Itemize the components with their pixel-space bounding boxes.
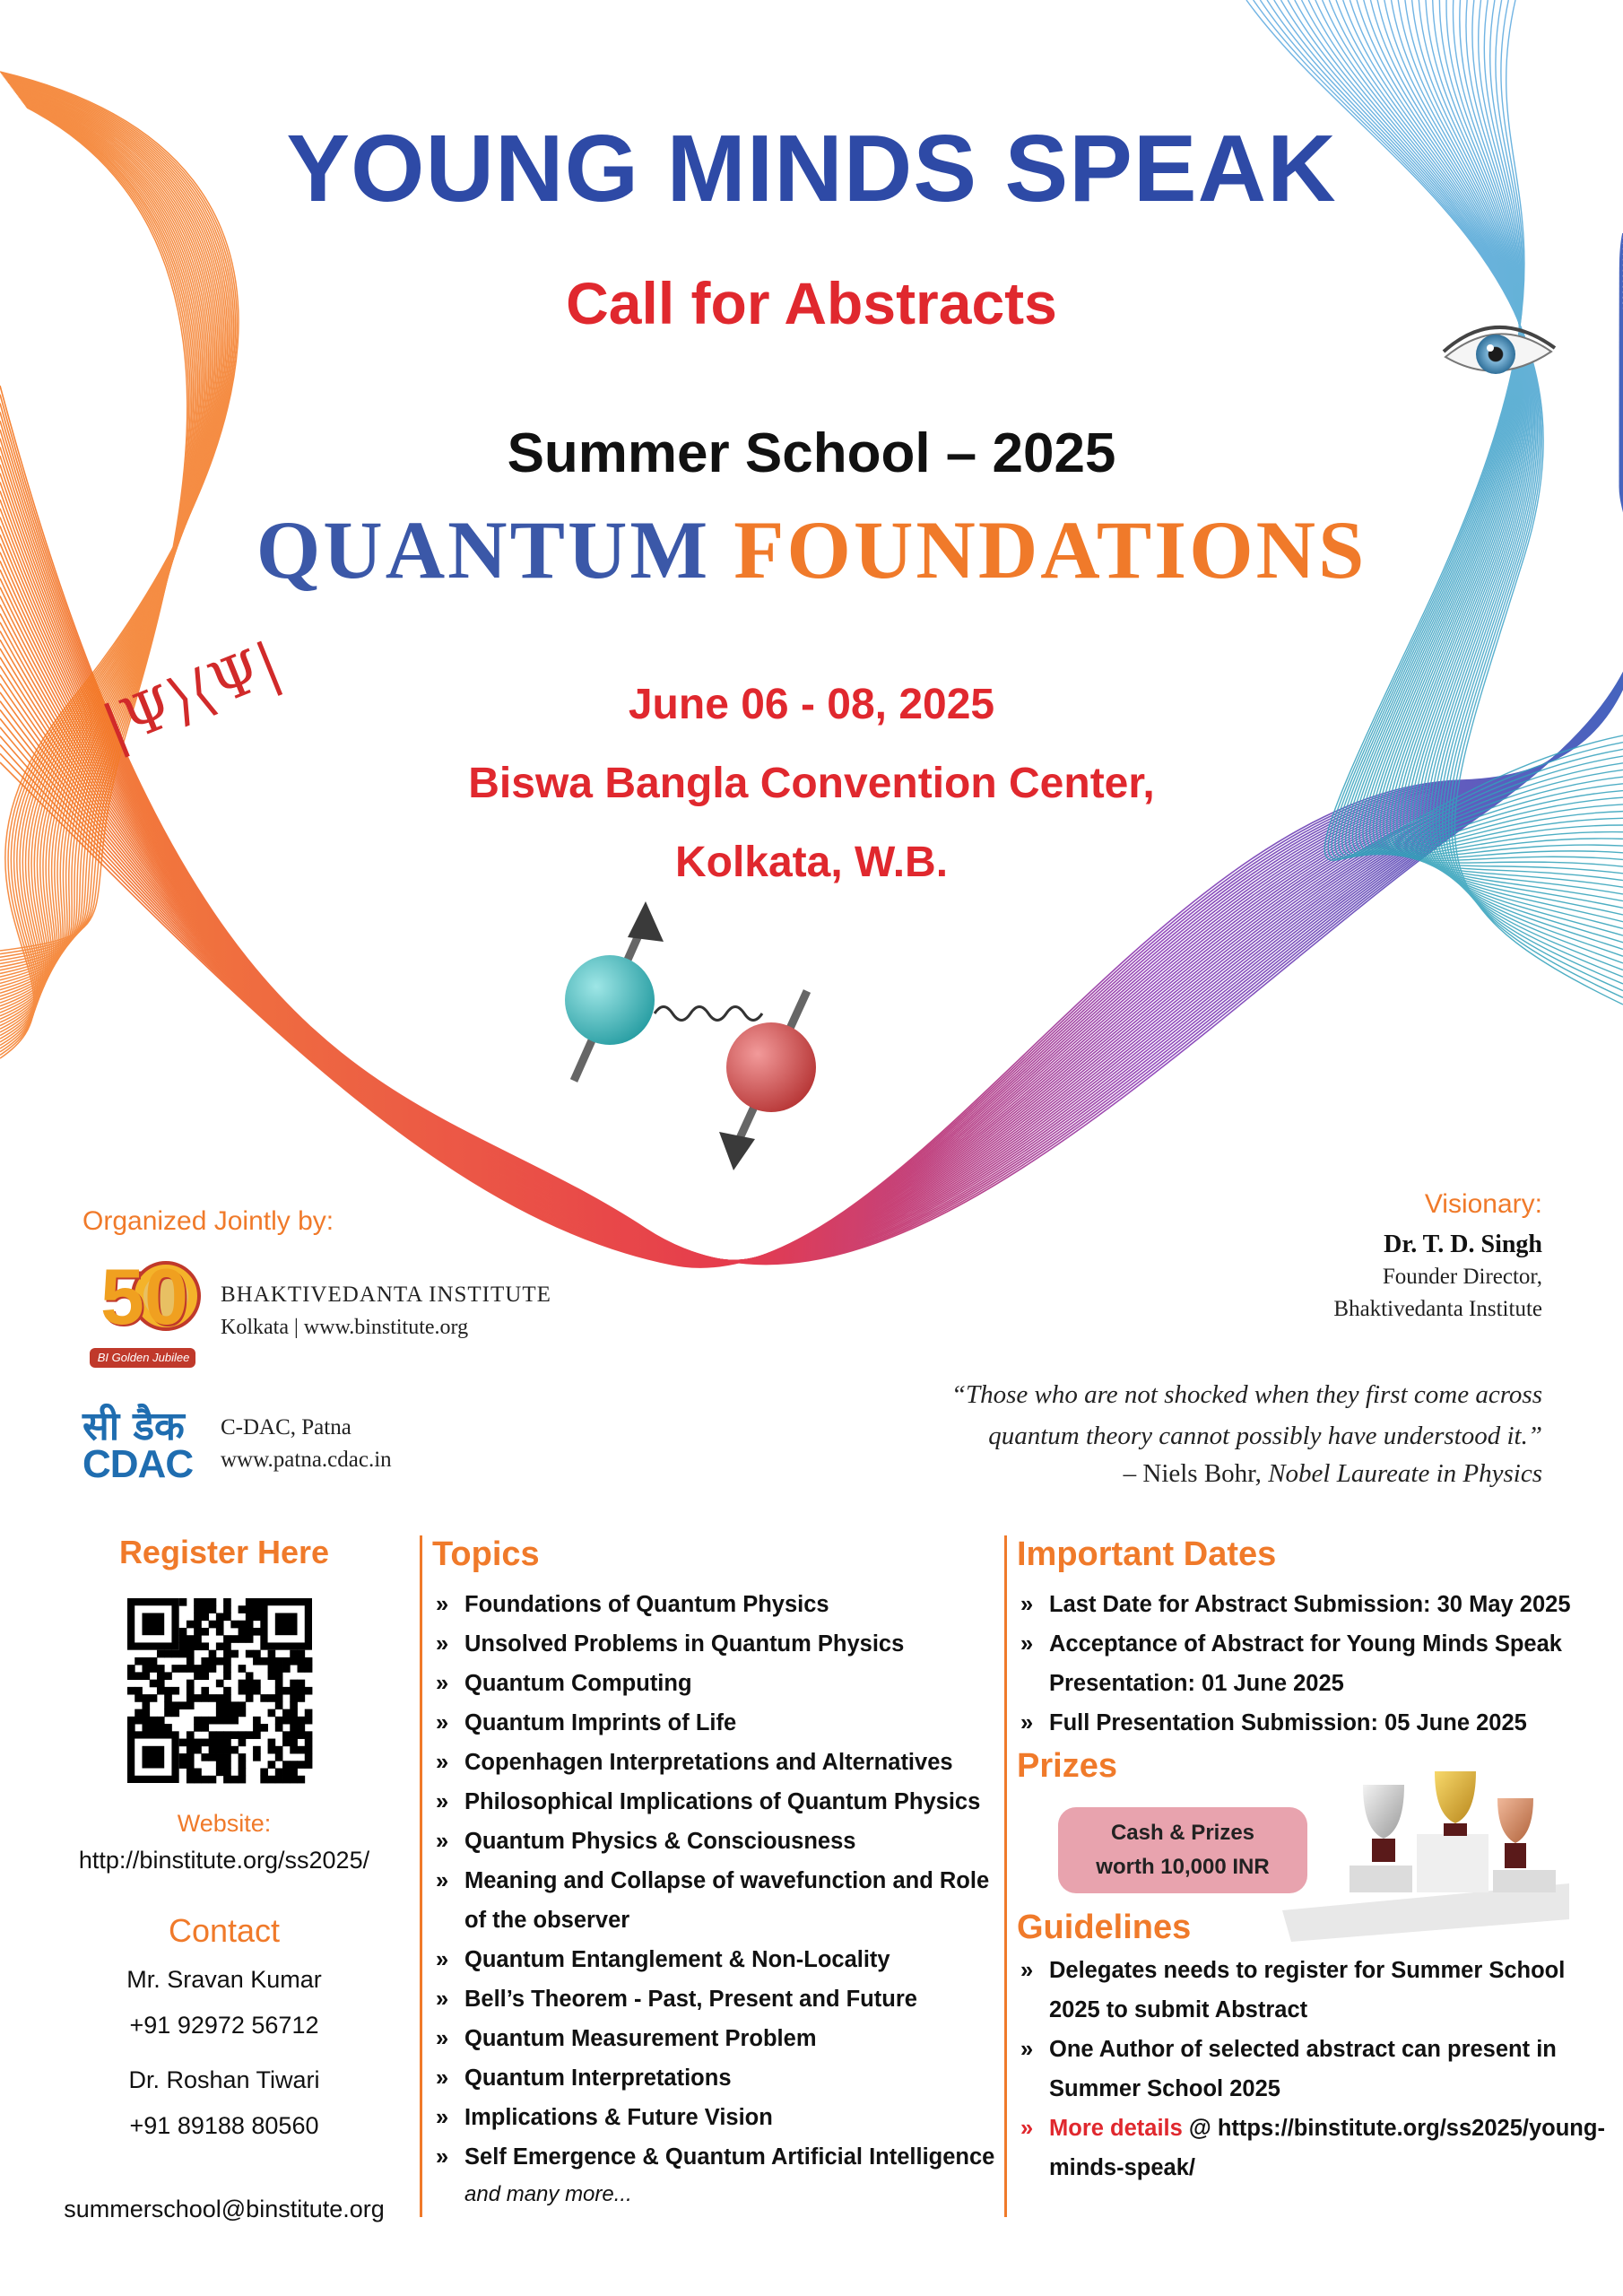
important-dates-section xyxy=(1017,1535,1609,1743)
wave-line xyxy=(0,363,1623,1260)
cdac-logo-hindi: सी डैक xyxy=(82,1404,185,1449)
quote-author: – Niels Bohr, xyxy=(1123,1459,1269,1488)
topic-item: » Bell’s Theorem - Past, Present and Future xyxy=(436,1987,917,2012)
guidelines-heading: Guidelines xyxy=(1017,1909,1192,1946)
theme-word-foundations: FOUNDATIONS xyxy=(733,504,1367,596)
topic-item: » Quantum Measurement Problem xyxy=(436,2026,817,2051)
wave-line xyxy=(0,239,1623,1266)
prizes-box xyxy=(1058,1807,1307,1893)
cdac-name: C-DAC, Patna xyxy=(221,1415,352,1439)
topic-item: » Quantum Entanglement & Non-Locality xyxy=(436,1947,890,1972)
topic-item: » Copenhagen Interpretations and Alternatives xyxy=(436,1750,953,1775)
register-contact-column xyxy=(36,1525,412,2223)
column-divider-left xyxy=(420,1535,422,2217)
qr-code-spacer[interactable] xyxy=(132,1602,317,1787)
topic-item: » Philosophical Implications of Quantum Physics xyxy=(436,1789,981,1814)
contact-person-2: Dr. Roshan Tiwari xyxy=(128,2066,320,2093)
website-label: Website: xyxy=(177,1810,272,1837)
register-heading: Register Here xyxy=(118,1534,330,1570)
event-dates: June 06 - 08, 2025 xyxy=(628,681,995,728)
guidelines-list xyxy=(1017,1951,1609,2187)
dates-list xyxy=(1017,1585,1609,1743)
event-venue-line1: Biswa Bangla Convention Center, xyxy=(468,760,1155,807)
event-venue-line2: Kolkata, W.B. xyxy=(674,839,949,886)
guidelines-section xyxy=(1017,1909,1609,2187)
quote-author-title: Nobel Laureate in Physics xyxy=(1268,1459,1542,1488)
prizes-heading: Prizes xyxy=(1017,1747,1117,1785)
bhaktivedanta-institute-name: BHAKTIVEDANTA INSTITUTE xyxy=(221,1283,551,1307)
column-divider-right xyxy=(1004,1535,1007,2217)
topic-item: » Quantum Computing xyxy=(436,1671,692,1696)
page-title: YOUNG MINDS SPEAK xyxy=(286,116,1337,222)
guideline-item: » One Author of selected abstract can present in Summer School 2025 xyxy=(1020,2037,1557,2101)
topics-more: and many more... xyxy=(464,2182,632,2206)
theme-heading xyxy=(0,502,1623,597)
visionary-label: Visionary: xyxy=(1424,1189,1542,1219)
topic-item: » Foundations of Quantum Physics xyxy=(436,1592,829,1617)
organizers-label: Organized Jointly by: xyxy=(82,1206,334,1236)
date-item: » Last Date for Abstract Submission: 30 May 2025 xyxy=(1020,1592,1571,1617)
psi-formula: |Ψ⟩⟨Ψ| xyxy=(94,631,291,761)
topic-item: » Quantum Physics & Consciousness xyxy=(436,1829,856,1854)
contact-email[interactable]: summerschool@binstitute.org xyxy=(64,2196,385,2222)
quote-line-1: “Those who are not shocked when they first come across xyxy=(950,1380,1542,1409)
visionary-role: Founder Director, xyxy=(1382,1265,1542,1289)
summer-school-heading: Summer School – 2025 xyxy=(507,422,1116,484)
prizes-line-1: Cash & Prizes xyxy=(1110,1821,1255,1845)
topic-item: » Meaning and Collapse of wavefunction and Role of the observer xyxy=(436,1868,990,1933)
wave-line xyxy=(0,249,1623,1265)
cdac-website[interactable]: www.patna.cdac.in xyxy=(221,1448,392,1472)
prizes-line-2: worth 10,000 INR xyxy=(1096,1855,1270,1879)
topic-item: » Quantum Imprints of Life xyxy=(436,1710,737,1735)
visionary-name: Dr. T. D. Singh xyxy=(1384,1231,1542,1258)
cdac-logo-text: CDAC xyxy=(82,1442,194,1486)
entangled-particles-illustration xyxy=(565,901,816,1170)
bohr-quote xyxy=(735,1374,1542,1457)
more-details-label[interactable]: More details xyxy=(1049,2116,1183,2141)
guideline-item: » Delegates needs to register for Summer School 2025 to submit Abstract xyxy=(1020,1958,1566,2022)
more-details-url[interactable]: @ https://binstitute.org/ss2025/young-minds-speak/ xyxy=(1049,2116,1605,2180)
important-dates-heading: Important Dates xyxy=(1017,1535,1277,1573)
bi-logo-ribbon: BI Golden Jubilee xyxy=(97,1351,190,1364)
topic-item: » Quantum Interpretations xyxy=(436,2066,732,2091)
guideline-more-details: » More details @ https://binstitute.org/ss2025/young-minds-speak/ xyxy=(1020,2116,1605,2180)
date-item: » Full Presentation Submission: 05 June 2025 xyxy=(1020,1710,1527,1735)
bi-logo-number: 50 xyxy=(100,1252,188,1341)
contact-phone-1[interactable]: +91 92972 56712 xyxy=(129,2012,319,2039)
contact-person-1: Mr. Sravan Kumar xyxy=(126,1966,322,1993)
bhaktivedanta-institute-sub: Kolkata | www.binstitute.org xyxy=(221,1316,469,1339)
visionary-org: Bhaktivedanta Institute xyxy=(1333,1297,1542,1321)
call-for-abstracts-heading: Call for Abstracts xyxy=(566,270,1057,336)
topics-section xyxy=(432,1535,997,2213)
quote-attribution xyxy=(1124,1459,1542,1489)
topics-heading: Topics xyxy=(432,1535,540,1573)
theme-word-quantum: QUANTUM xyxy=(256,504,711,596)
topic-item: » Self Emergence & Quantum Artificial Intelligence xyxy=(436,2144,995,2170)
wave-line xyxy=(0,233,1623,1267)
date-item: » Acceptance of Abstract for Young Minds Speak Presentation: 01 June 2025 xyxy=(1020,1631,1562,1696)
contact-heading: Contact xyxy=(168,1912,281,1949)
topics-list xyxy=(432,1585,997,2177)
website-url[interactable]: http://binstitute.org/ss2025/ xyxy=(78,1847,370,1874)
topic-item: » Implications & Future Vision xyxy=(436,2105,773,2130)
quote-line-2: quantum theory cannot possibly have understood it.” xyxy=(988,1422,1542,1450)
topic-item: » Unsolved Problems in Quantum Physics xyxy=(436,1631,905,1657)
contact-phone-2[interactable]: +91 89188 80560 xyxy=(129,2112,319,2139)
wave-ribbon-main xyxy=(0,233,1623,1267)
